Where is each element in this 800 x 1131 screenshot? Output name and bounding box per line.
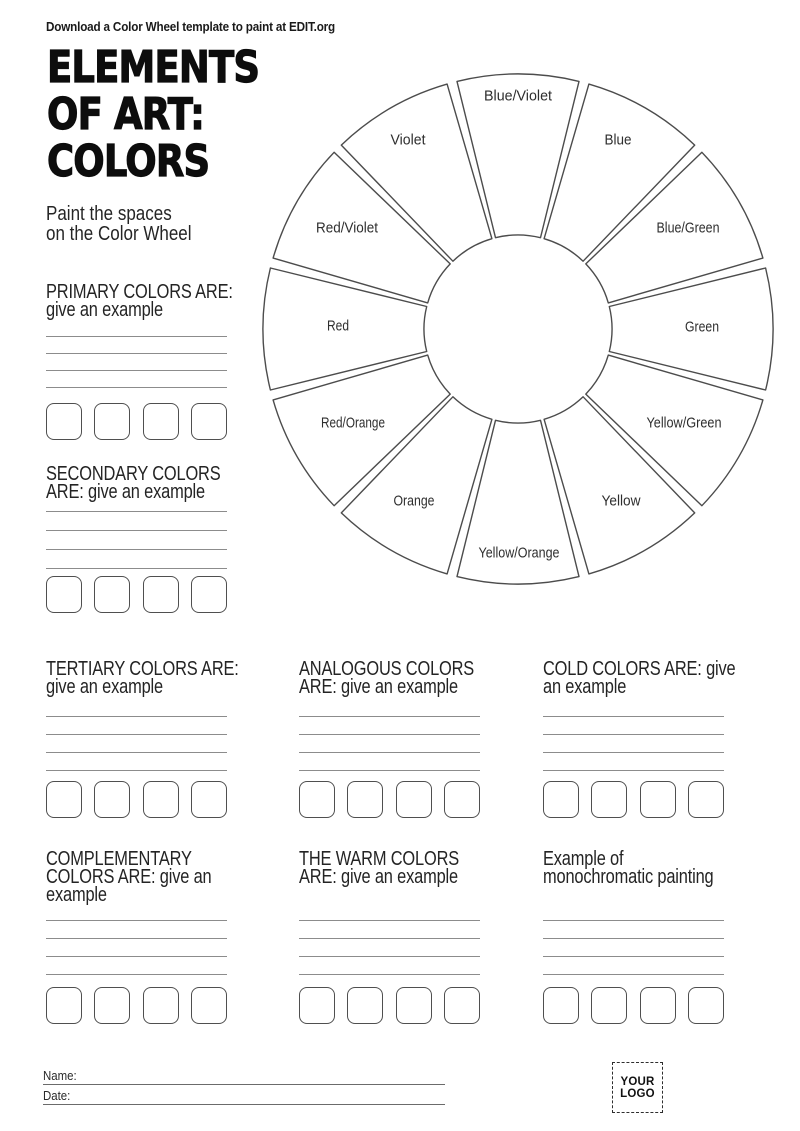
section-heading [299, 848, 460, 888]
write-line[interactable] [299, 957, 480, 975]
text-line: on the Color Wheel [46, 223, 192, 245]
write-lines [46, 699, 227, 771]
write-lines [46, 903, 227, 975]
tagline: Download a Color Wheel template to paint at EDIT.org [46, 19, 336, 34]
swatch-row [46, 987, 227, 1024]
write-line[interactable] [46, 753, 227, 771]
wheel-segment-label: Yellow [601, 492, 641, 510]
write-line[interactable] [46, 699, 227, 717]
paint-swatch-box[interactable] [396, 987, 432, 1024]
swatch-row [299, 781, 480, 818]
write-line[interactable] [46, 903, 227, 921]
wheel-segment-label: Yellow/Green [646, 414, 722, 432]
text-line: COLORS ARE: give an [46, 866, 212, 888]
paint-swatch-box[interactable] [94, 987, 130, 1024]
wheel-segment-label: Red/Orange [321, 414, 385, 432]
swatch-row [46, 576, 227, 613]
text-line: ARE: give an example [299, 676, 458, 698]
wheel-segment-label: Red [327, 317, 349, 335]
paint-swatch-box[interactable] [688, 987, 724, 1024]
write-line[interactable] [46, 735, 227, 753]
logo-placeholder[interactable] [612, 1062, 663, 1113]
paint-swatch-box[interactable] [46, 403, 82, 440]
wheel-segment-label: Green [685, 318, 719, 336]
wheel-segment-label: Violet [390, 131, 427, 149]
paint-swatch-box[interactable] [347, 987, 383, 1024]
paint-swatch-box[interactable] [347, 781, 383, 818]
paint-swatch-box[interactable] [299, 987, 335, 1024]
paint-swatch-box[interactable] [640, 781, 676, 818]
wheel-segment-label: Blue/Green [656, 219, 720, 237]
write-line[interactable] [299, 699, 480, 717]
wheel-segment-label: Blue/Violet [484, 87, 553, 105]
write-line[interactable] [543, 717, 724, 735]
paint-swatch-box[interactable] [143, 987, 179, 1024]
intro-text [46, 204, 192, 244]
text-line: Paint the spaces [46, 203, 172, 225]
name-label: Name: [43, 1068, 77, 1083]
write-line[interactable] [543, 921, 724, 939]
paint-swatch-box[interactable] [543, 781, 579, 818]
paint-swatch-box[interactable] [46, 576, 82, 613]
paint-swatch-box[interactable] [46, 987, 82, 1024]
wheel-segment-label: Blue [604, 131, 632, 149]
write-line[interactable] [46, 921, 227, 939]
paint-swatch-box[interactable] [46, 781, 82, 818]
paint-swatch-box[interactable] [143, 781, 179, 818]
write-line[interactable] [543, 903, 724, 921]
section-tertiary-colors [46, 658, 239, 698]
swatch-row [46, 403, 227, 440]
paint-swatch-box[interactable] [143, 403, 179, 440]
paint-swatch-box[interactable] [444, 781, 480, 818]
swatch-row [543, 987, 724, 1024]
text-line: give an example [46, 676, 163, 698]
text-line: ARE: give an example [299, 866, 458, 888]
write-lines [299, 903, 480, 975]
write-line[interactable] [46, 371, 227, 388]
section-cold-colors [543, 658, 736, 698]
paint-swatch-box[interactable] [191, 576, 227, 613]
paint-swatch-box[interactable] [94, 576, 130, 613]
section-analogous-colors [299, 660, 480, 696]
name-line[interactable] [43, 1084, 445, 1085]
paint-swatch-box[interactable] [94, 781, 130, 818]
logo-text-line: YOUR [620, 1075, 655, 1088]
write-line[interactable] [299, 903, 480, 921]
write-line[interactable] [46, 531, 227, 550]
write-line[interactable] [46, 939, 227, 957]
wheel-segment-label: Red/Violet [316, 219, 379, 237]
write-line[interactable] [299, 717, 480, 735]
write-line[interactable] [543, 699, 724, 717]
paint-swatch-box[interactable] [191, 403, 227, 440]
write-line[interactable] [299, 921, 480, 939]
date-line[interactable] [43, 1104, 445, 1105]
paint-swatch-box[interactable] [191, 987, 227, 1024]
write-lines [543, 699, 724, 771]
text-line: SECONDARY COLORS [46, 463, 221, 485]
section-warm-colors [299, 850, 480, 886]
swatch-row [299, 987, 480, 1024]
text-line: COMPLEMENTARY [46, 848, 192, 870]
section-heading [543, 658, 736, 698]
write-line[interactable] [46, 550, 227, 569]
swatch-row [46, 781, 227, 818]
section-heading [46, 281, 233, 321]
text-line: COLORS [47, 136, 210, 187]
section-primary-colors [46, 281, 233, 321]
wheel-segment-label: Orange [393, 492, 435, 510]
write-line[interactable] [299, 753, 480, 771]
logo-text-line: LOGO [620, 1087, 655, 1100]
text-line: give an example [46, 299, 163, 321]
text-line: ARE: give an example [46, 481, 205, 503]
paint-swatch-box[interactable] [94, 403, 130, 440]
write-line[interactable] [46, 337, 227, 354]
paint-swatch-box[interactable] [143, 576, 179, 613]
write-lines [543, 903, 724, 975]
write-line[interactable] [46, 717, 227, 735]
write-line[interactable] [543, 753, 724, 771]
paint-swatch-box[interactable] [591, 987, 627, 1024]
paint-swatch-box[interactable] [688, 781, 724, 818]
section-heading [46, 658, 239, 698]
section-monochromatic-example [543, 850, 724, 886]
paint-swatch-box[interactable] [299, 781, 335, 818]
text-line: PRIMARY COLORS ARE: [46, 281, 233, 303]
section-complementary-colors [46, 850, 227, 904]
section-heading [299, 658, 475, 698]
write-lines [46, 320, 227, 388]
text-line: an example [543, 676, 627, 698]
text-line: Example of [543, 848, 624, 870]
write-line[interactable] [46, 512, 227, 531]
paint-swatch-box[interactable] [396, 781, 432, 818]
text-line: example [46, 884, 107, 906]
write-line[interactable] [543, 939, 724, 957]
write-line[interactable] [46, 354, 227, 371]
text-line: ELEMENTS [47, 42, 260, 93]
section-secondary-colors [46, 465, 227, 501]
swatch-row [543, 781, 724, 818]
write-lines [46, 493, 227, 569]
paint-swatch-box[interactable] [191, 781, 227, 818]
write-line[interactable] [46, 957, 227, 975]
paint-swatch-box[interactable] [444, 987, 480, 1024]
paint-swatch-box[interactable] [543, 987, 579, 1024]
text-line: monochromatic painting [543, 866, 714, 888]
write-line[interactable] [543, 735, 724, 753]
section-heading [46, 848, 212, 906]
date-label: Date: [43, 1088, 71, 1103]
section-heading [543, 848, 714, 888]
paint-swatch-box[interactable] [591, 781, 627, 818]
paint-swatch-box[interactable] [640, 987, 676, 1024]
text-line: OF ART: [47, 89, 205, 140]
wheel-segment-label: Yellow/Orange [478, 544, 560, 562]
text-line: THE WARM COLORS [299, 848, 460, 870]
text-line: ANALOGOUS COLORS [299, 658, 475, 680]
page-title [47, 44, 259, 185]
write-line[interactable] [299, 735, 480, 753]
write-lines [299, 699, 480, 771]
text-line: TERTIARY COLORS ARE: [46, 658, 239, 680]
write-line[interactable] [299, 939, 480, 957]
write-line[interactable] [46, 320, 227, 337]
write-line[interactable] [46, 493, 227, 512]
text-line: COLD COLORS ARE: give [543, 658, 736, 680]
write-line[interactable] [543, 957, 724, 975]
